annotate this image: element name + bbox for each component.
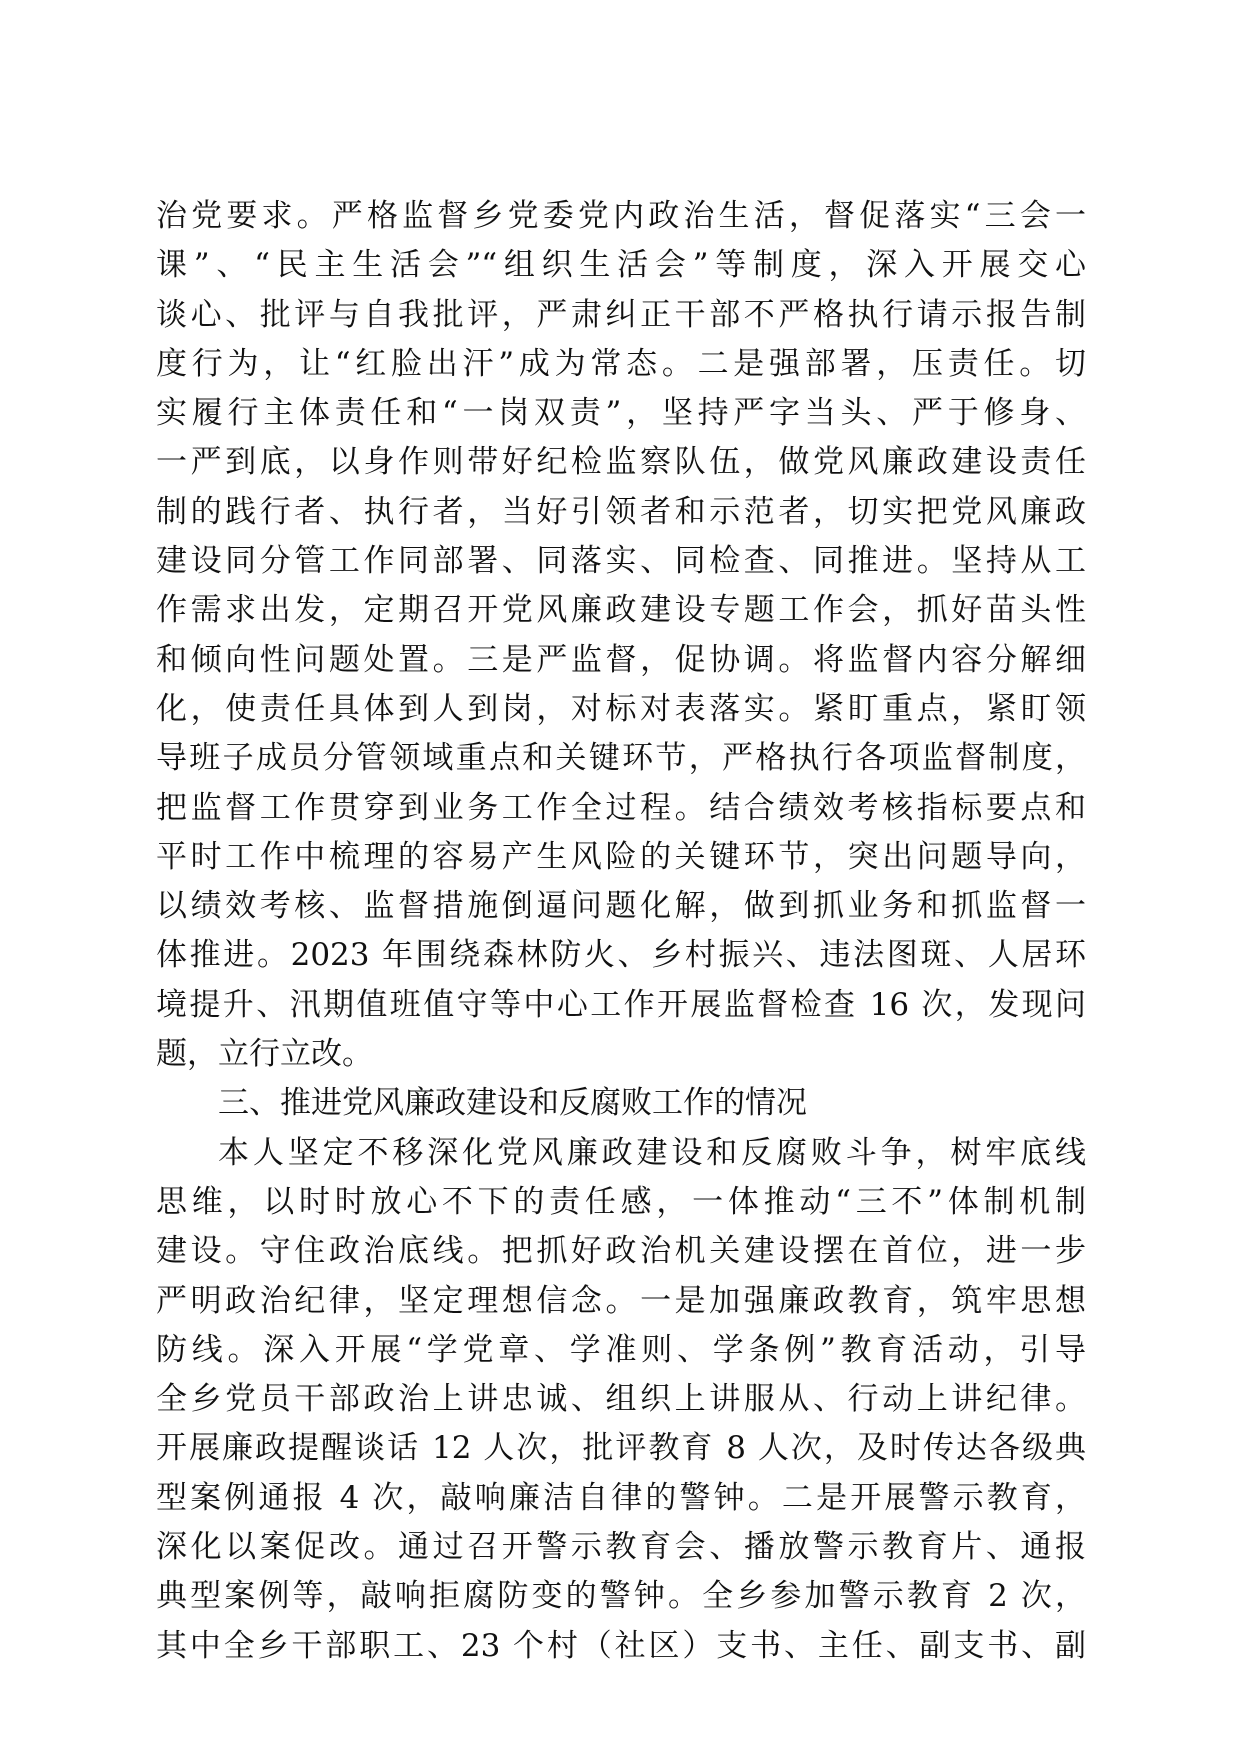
paragraph-line: 全乡党员干部政治上讲忠诚、组织上讲服从、行动上讲纪律。 [156,1381,1086,1418]
paragraph-line: 平时工作中梳理的容易产生风险的关键环节，突出问题导向， [156,838,1086,875]
paragraph-line: 严明政治纪律，坚定理想信念。一是加强廉政教育，筑牢思想 [156,1282,1086,1319]
paragraph-line: 谈心、批评与自我批评，严肃纠正干部不严格执行请示报告制 [156,296,1086,333]
paragraph-line: 思维，以时时放心不下的责任感，一体推动“三不”体制机制 [156,1183,1086,1220]
paragraph-line: 本人坚定不移深化党风廉政建设和反腐败斗争，树牢底线 [218,1134,1086,1171]
paragraph-line: 深化以案促改。通过召开警示教育会、播放警示教育片、通报 [156,1529,1086,1566]
paragraph-line: 导班子成员分管领域重点和关键环节，严格执行各项监督制度， [156,740,1086,777]
paragraph-line: 体推进。2023 年围绕森林防火、乡村振兴、违法图斑、人居环 [156,937,1086,974]
paragraph-line: 境提升、汛期值班值守等中心工作开展监督检查 16 次，发现问 [156,986,1086,1023]
paragraph-line: 一严到底，以身作则带好纪检监察队伍，做党风廉政建设责任 [156,444,1086,481]
paragraph-line: 和倾向性问题处置。三是严监督，促协调。将监督内容分解细 [156,641,1086,678]
document-body [156,192,1086,1671]
paragraph-line: 实履行主体责任和“一岗双责”，坚持严字当头、严于修身、 [156,395,1086,432]
paragraph-line: 开展廉政提醒谈话 12 人次，批评教育 8 人次，及时传达各级典 [156,1430,1086,1467]
paragraph-line: 课”、“民主生活会”“组织生活会”等制度，深入开展交心 [156,247,1086,284]
paragraph-line: 典型案例等，敲响拒腐防变的警钟。全乡参加警示教育 2 次， [156,1578,1086,1615]
paragraph-line: 治党要求。严格监督乡党委党内政治生活，督促落实“三会一 [156,198,1086,234]
paragraph-line: 度行为，让“红脸出汗”成为常态。二是强部署，压责任。切 [156,345,1086,382]
paragraph-line: 型案例通报 4 次，敲响廉洁自律的警钟。二是开展警示教育， [156,1479,1086,1516]
paragraph-line: 防线。深入开展“学党章、学准则、学条例”教育活动，引导 [156,1331,1086,1368]
paragraph-line: 把监督工作贯穿到业务工作全过程。结合绩效考核指标要点和 [156,789,1086,826]
paragraph-line: 题，立行立改。 [156,1036,373,1073]
paragraph-line: 作需求出发，定期召开党风廉政建设专题工作会，抓好苗头性 [156,592,1086,629]
paragraph-line: 以绩效考核、监督措施倒逼问题化解，做到抓业务和抓监督一 [156,888,1086,925]
paragraph-line: 建设。守住政治底线。把抓好政治机关建设摆在首位，进一步 [156,1233,1086,1270]
section-heading: 三、推进党风廉政建设和反腐败工作的情况 [218,1085,807,1122]
paragraph-line: 建设同分管工作同部署、同落实、同检查、同推进。坚持从工 [156,543,1086,580]
paragraph-line: 化，使责任具体到人到岗，对标对表落实。紧盯重点，紧盯领 [156,690,1086,727]
paragraph-line: 制的践行者、执行者，当好引领者和示范者，切实把党风廉政 [156,493,1086,530]
paragraph-line: 其中全乡干部职工、23 个村（社区）支书、主任、副支书、副 [156,1627,1086,1664]
